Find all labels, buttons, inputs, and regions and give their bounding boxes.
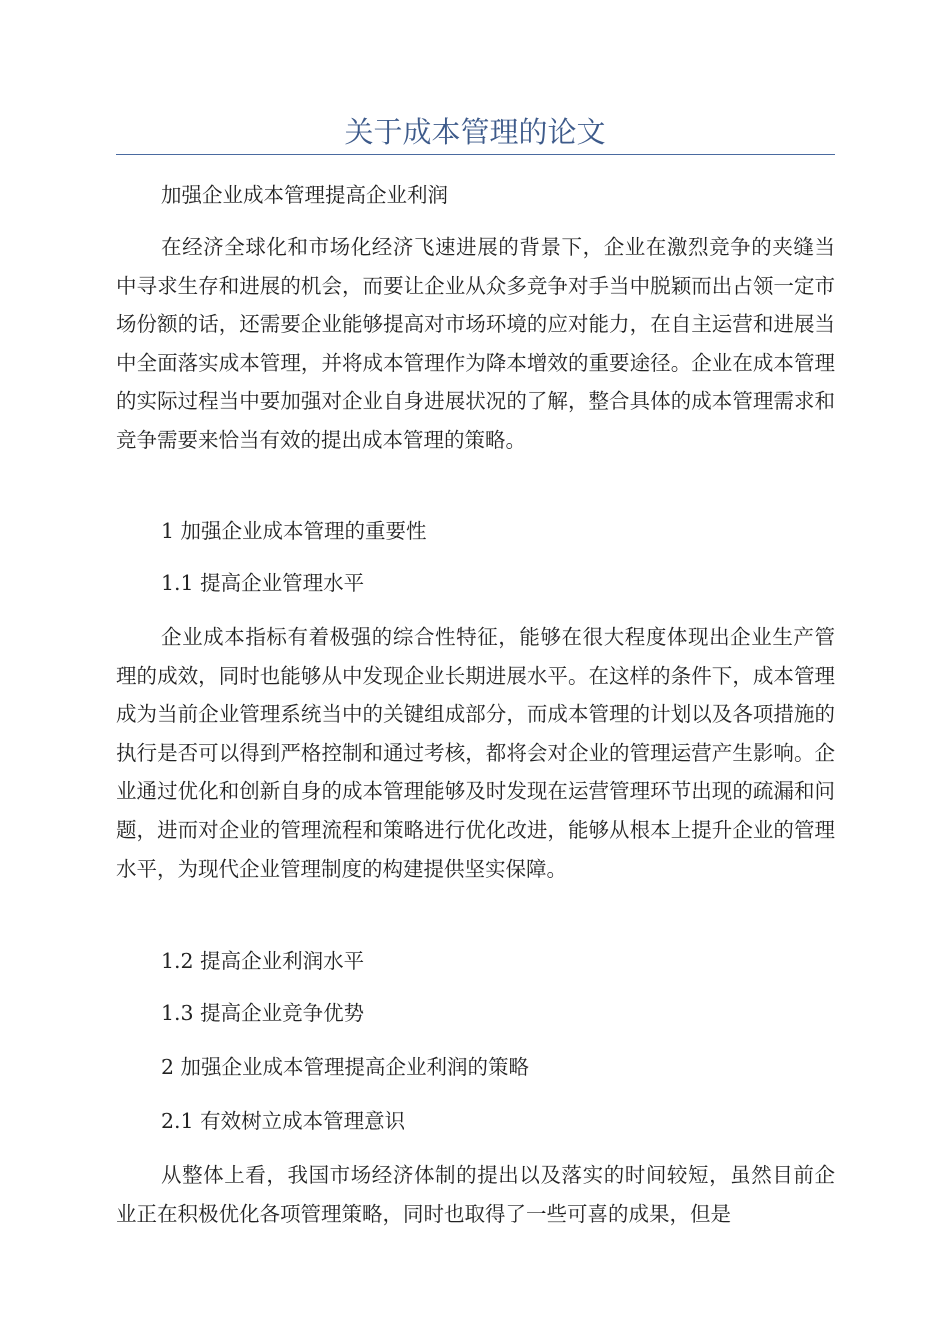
section-heading-1-2: 1.2 提高企业利润水平 [161, 949, 365, 973]
section-heading-1-3: 1.3 提高企业竞争优势 [161, 1001, 365, 1025]
section-heading-2-1: 2.1 有效树立成本管理意识 [161, 1109, 406, 1133]
section-heading-2: 2 加强企业成本管理提高企业利润的策略 [161, 1055, 530, 1079]
section-heading-1: 1 加强企业成本管理的重要性 [161, 519, 427, 543]
paragraph-management-level: 企业成本指标有着极强的综合性特征，能够在很大程度体现出企业生产管理的成效，同时也能够从中发现企业长期进展水平。在这样的条件下，成本管理成为当前企业管理系统当中的关键组成部分，而成本管理的计划以及各项措施的执行是否可以得到严格控制和通过考核，都将会对企业的管理运营产生影响。企业通过优化和创新自身的成本管理能够及时发现在运营管理环节出现的疏漏和问题，进而对企业的管理流程和策略进行优化改进，能够从根本上提升企业的管理水平，为现代企业管理制度的构建提供坚实保障。 [116, 625, 835, 881]
title-underline [116, 154, 835, 155]
paragraph-intro: 在经济全球化和市场化经济飞速进展的背景下，企业在激烈竞争的夹缝当中寻求生存和进展的机会，而要让企业从众多竞争对手当中脱颖而出占领一定市场份额的话，还需要企业能够提高对市场环境的应对能力，在自主运营和进展当中全面落实成本管理，并将成本管理作为降本增效的重要途径。企业在成本管理的实际过程当中要加强对企业自身进展状况的了解，整合具体的成本管理需求和竞争需要来恰当有效的提出成本管理的策略。 [116, 235, 835, 452]
document-title: 关于成本管理的论文 [344, 115, 606, 149]
section-heading-1-1: 1.1 提高企业管理水平 [161, 571, 365, 595]
paragraph-cost-awareness: 从整体上看，我国市场经济体制的提出以及落实的时间较短，虽然目前企业正在积极优化各项管理策略，同时也取得了一些可喜的成果，但是 [116, 1163, 835, 1226]
subtitle: 加强企业成本管理提高企业利润 [161, 183, 448, 207]
